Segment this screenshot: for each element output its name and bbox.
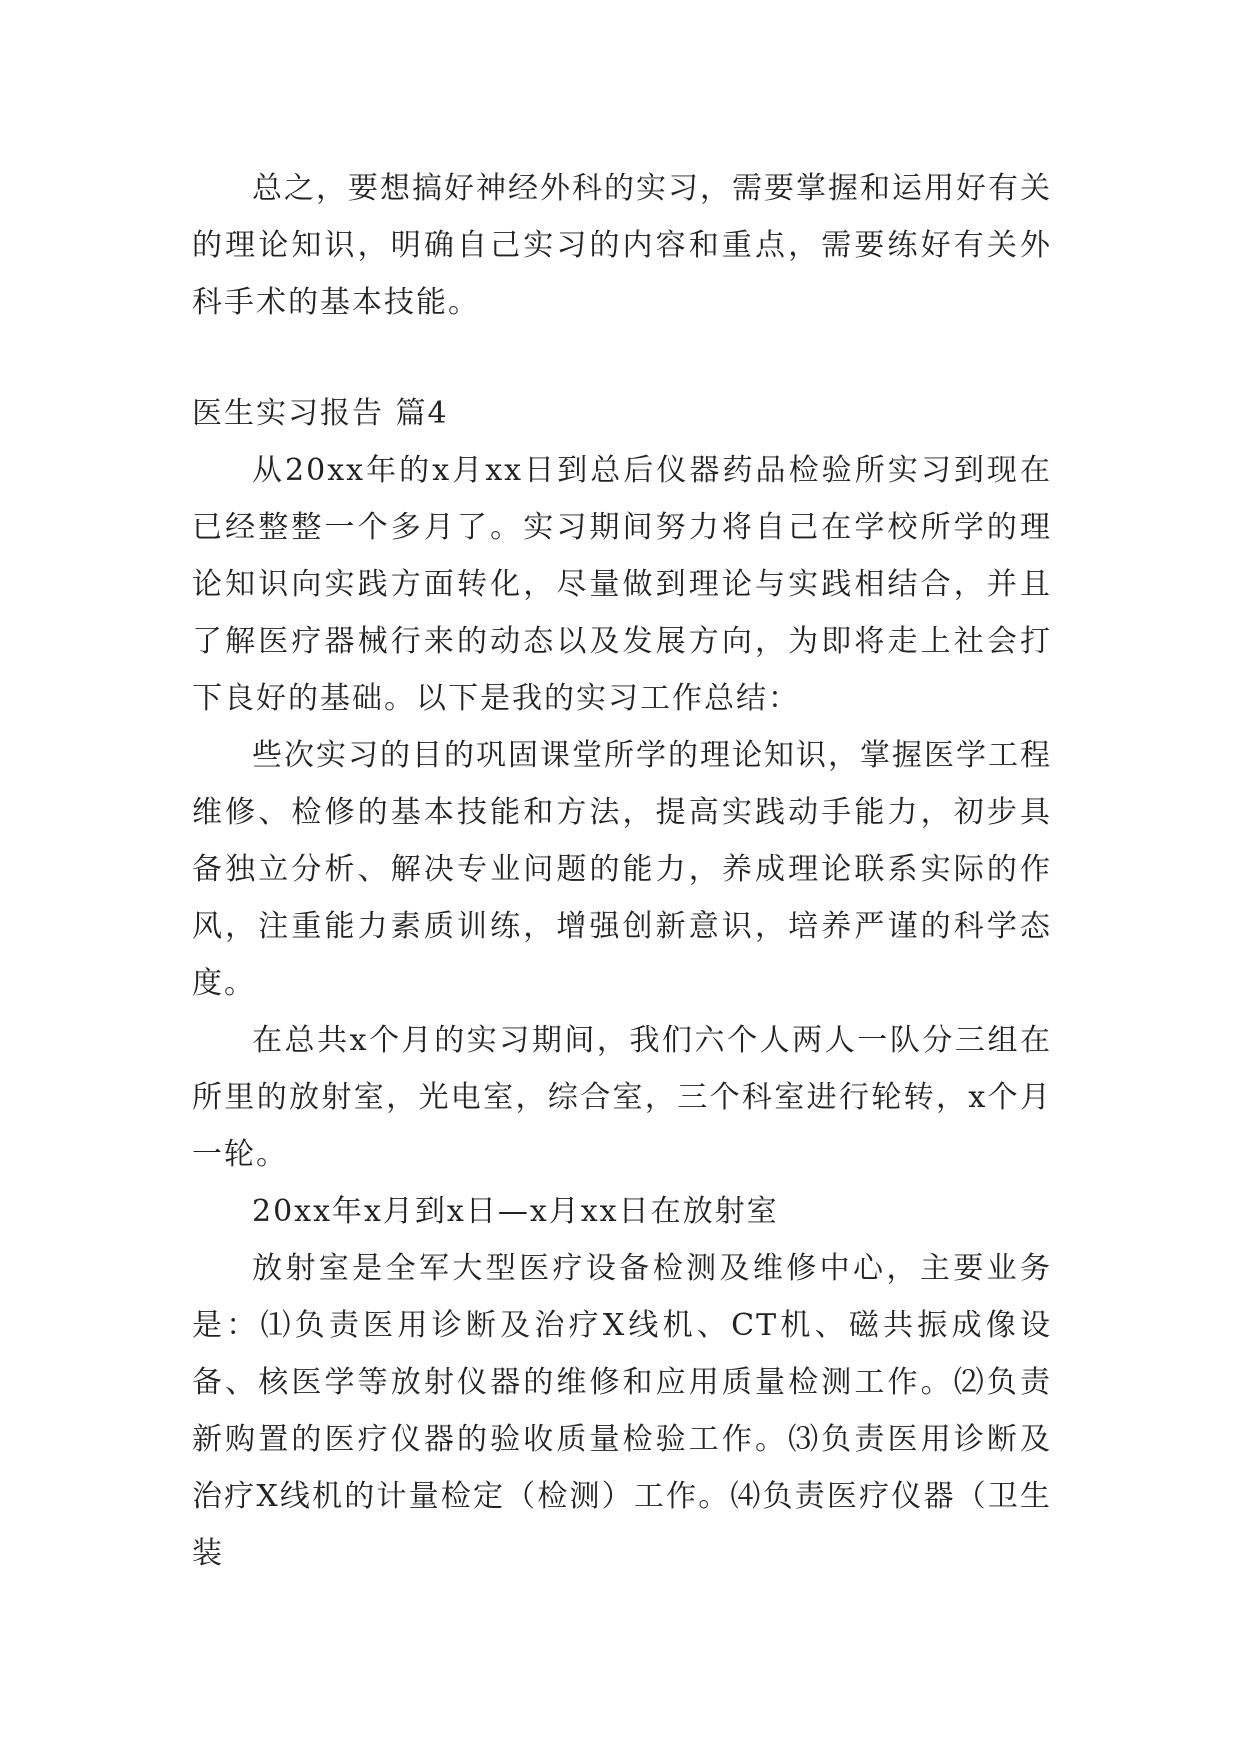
document-body — [192, 160, 1052, 1582]
paragraph-3: 在总共x个月的实习期间，我们六个人两人一队分三组在所里的放射室，光电室，综合室，三个科室进行轮转，x个月一轮。 — [192, 1023, 1052, 1172]
paragraph-4: 20xx年x月到x日—x月xx日在放射室 — [252, 1194, 779, 1229]
paragraph-1: 从20xx年的x月xx日到总后仪器药品检验所实习到现在已经整整一个多月了。实习期间努力将自己在学校所学的理论知识向实践方面转化，尽量做到理论与实践相结合，并且了解医疗器械行来的动态以及发展方向，为即将走上社会打下良好的基础。以下是我的实习工作总结： — [192, 453, 1052, 716]
paragraph-2: 些次实习的目的巩固课堂所学的理论知识，掌握医学工程维修、检修的基本技能和方法，提高实践动手能力，初步具备独立分析、解决专业问题的能力，养成理论联系实际的作风，注重能力素质训练，增强创新意识，培养严谨的科学态度。 — [192, 738, 1052, 1001]
paragraph-intro: 总之，要想搞好神经外科的实习，需要掌握和运用好有关的理论知识，明确自己实习的内容和重点，需要练好有关外科手术的基本技能。 — [192, 171, 1052, 320]
section-gap — [192, 331, 1052, 385]
section-title: 医生实习报告 篇4 — [192, 396, 449, 431]
paragraph-5: 放射室是全军大型医疗设备检测及维修中心，主要业务是：⑴负责医用诊断及治疗X线机、CT机、磁共振成像设备、核医学等放射仪器的维修和应用质量检测工作。⑵负责新购置的医疗仪器的验收质量检验工作。⑶负责医用诊断及治疗X线机的计量检定（检测）工作。⑷负责医疗仪器（卫生装 — [192, 1251, 1052, 1571]
